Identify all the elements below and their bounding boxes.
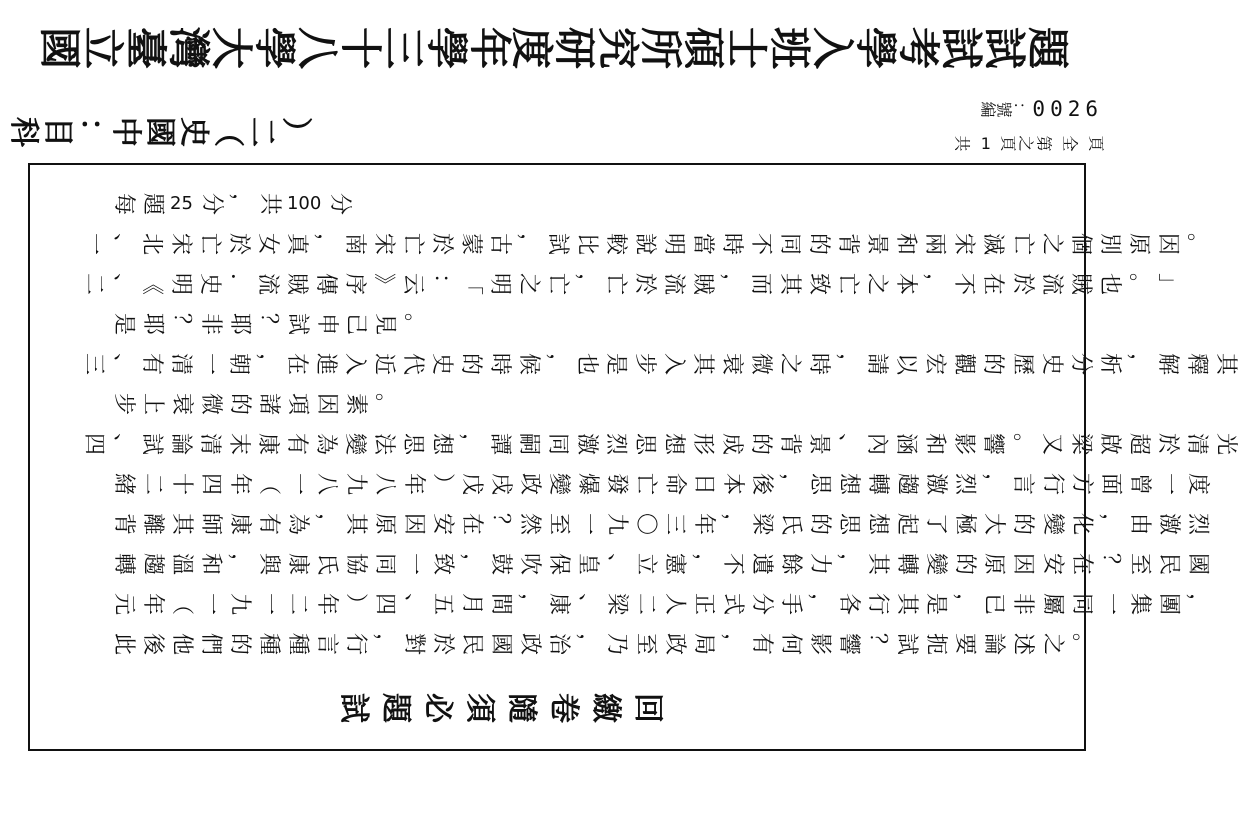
page-total-prefix: 共 — [952, 134, 972, 152]
serial-value: 0026 — [1032, 97, 1103, 121]
exam-question-box — [28, 163, 1238, 751]
page-suffix: 頁 之 第 — [998, 134, 1054, 152]
question-line-5: 步 上 衰 微 的 諸 項 因 素 。 — [111, 392, 398, 416]
subject-label: 科 目 ： 中 國 史 （ 二 ） — [6, 117, 313, 147]
page-info — [952, 130, 1106, 156]
question-line-1: 一 、 北 宋 亡 於 女 真 ， 南 宋 亡 於 蒙 古 ， 試 比 較 說 明 當 時 不 同 的 背 景 和 兩 宋 滅 亡 之 個 別 原 因 。 — [81, 232, 1209, 256]
serial-label: 編號： — [978, 100, 1030, 118]
serial-number — [978, 92, 1103, 126]
score-total: 100 — [286, 193, 322, 214]
score-line — [111, 189, 353, 219]
return-instruction: 試 題 必 須 隨 卷 繳 回 — [336, 693, 665, 723]
question-line-4: 三 、 有 清 一 朝 ， 在 進 入 近 代 史 的 時 候 ， 也 是 步 入 其 衰 微 之 時 ， 請 以 宏 觀 的 歷 史 分 析 ， 解 釋 其 — [81, 352, 1238, 376]
page-current: 全 — [1060, 134, 1080, 152]
page-last: 頁 — [1086, 134, 1106, 152]
exam-title: 國 立 臺 灣 大 學 八 十 三 學 年 度 研 究 所 碩 士 班 入 學 考 試 試 題 — [35, 26, 1072, 70]
question-line-11: 此 後 他 們 的 種 種 言 行 ， 對 於 民 國 政 治 ， 乃 至 政 局 ， 有 何 影 響 ？ 試 扼 要 論 述 之 。 — [111, 632, 1094, 656]
question-line-7: 緒 二 十 四 年 （ 一 八 九 八 年 ） 戊 戌 政 變 爆 發 亡 命 日 本 後 ， 思 想 轉 趨 激 烈 ， 言 行 方 面 曾 一 度 — [111, 472, 1210, 496]
question-line-3: 是 耶 ？ 非 耶 ？ 試 申 己 見 。 — [111, 312, 427, 336]
score-prefix: 每 題 — [111, 192, 166, 216]
question-line-10: 元 年 （ 一 九 一 二 年 ） 四 、 五 月 間 ， 康 、 梁 二 人 正 式 分 手 ， 各 行 其 是 ， 已 非 屬 同 一 集 團 ， — [111, 592, 1210, 616]
score-each: 25 — [170, 193, 193, 214]
question-line-6: 四 、 試 論 清 末 康 有 為 變 法 思 想 ， 譚 嗣 同 激 烈 思 想 形 成 的 背 景 、 內 涵 和 影 響 。 又 梁 啟 超 於 清 光 — [81, 432, 1238, 456]
question-line-8: 背 離 其 師 康 有 為 ， 其 原 因 安 在 ？ 然 至 一 九 〇 三 年 ， 梁 氏 的 思 想 起 了 極 大 的 變 化 ， 由 激 烈 — [111, 512, 1210, 536]
question-line-2: 二 、 《 明 史 ． 流 賊 傳 序 》 云 ： 「 明 之 亡 ， 亡 於 流 賊 ， 而 其 致 亡 之 本 ， 不 在 於 流 賊 也 。 」 — [81, 272, 1180, 296]
question-line-9: 轉 趨 溫 和 ， 與 康 氏 協 同 一 致 ， 鼓 吹 保 皇 、 立 憲 ， 不 遺 餘 力 ， 其 轉 變 的 原 因 安 在 ？ 至 民 國 — [111, 552, 1210, 576]
page-total: 1 — [980, 133, 991, 153]
score-suffix: 分 — [327, 192, 353, 216]
score-mid: 分 ， 共 — [198, 192, 282, 216]
